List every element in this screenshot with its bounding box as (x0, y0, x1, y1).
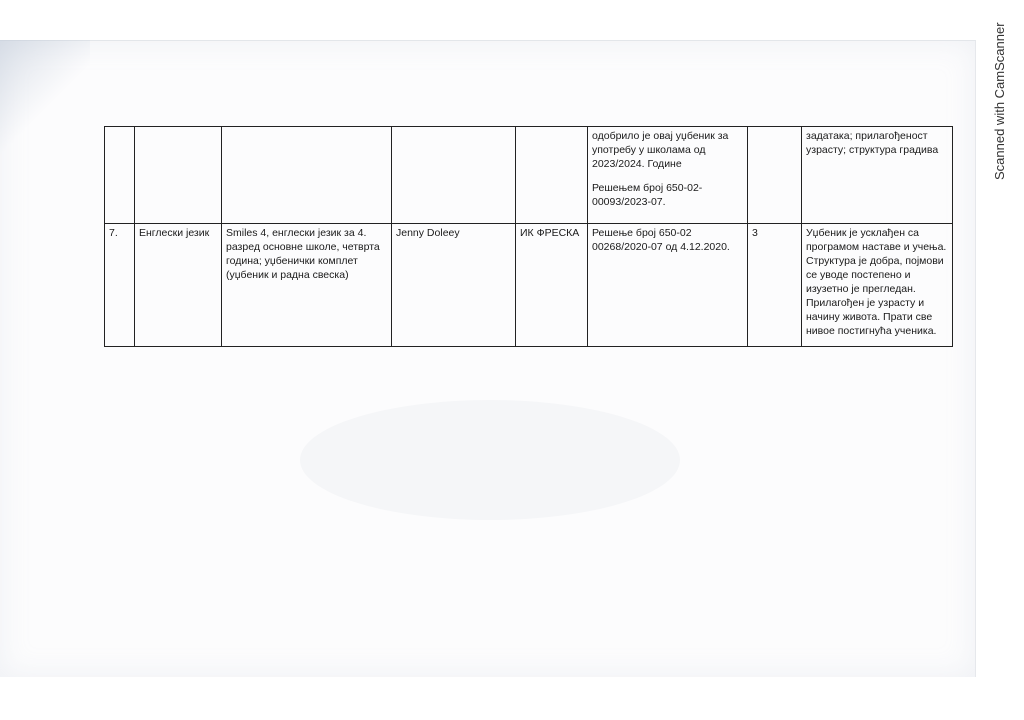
cell-approval (588, 127, 748, 224)
cell-title: Smiles 4, енглески језик за 4. разред основне школе, четврта година; уџбенички комплет (уџбеник и радна свеска) (222, 224, 392, 347)
cell-title (222, 127, 392, 224)
cell-grade: 3 (748, 224, 802, 347)
approval-text: одобрило је овај уџбеник за употребу у школама од 2023/2024. Године (592, 130, 729, 170)
cell-publisher (516, 127, 588, 224)
bleed-through-smudge (300, 400, 680, 520)
cell-subject (135, 127, 222, 224)
camscanner-watermark: Scanned with CamScanner (992, 22, 1007, 180)
cell-approval: Решење број 650-02 00268/2020-07 од 4.12.2020. (588, 224, 748, 347)
cell-remarks: задатака; прилагођеност узрасту; структура градива (802, 127, 953, 224)
cell-author (392, 127, 516, 224)
cell-subject: Енглески језик (135, 224, 222, 347)
cell-author: Jenny Doleey (392, 224, 516, 347)
page-corner-shadow (0, 40, 90, 160)
table-row (105, 224, 953, 347)
cell-number: 7. (105, 224, 135, 347)
table-row (105, 127, 953, 224)
cell-number (105, 127, 135, 224)
approval-decision: Решењем број 650-02-00093/2023-07. (592, 182, 703, 208)
cell-remarks: Уџбеник је усклађен са програмом наставе и учења. Структура је добра, појмови се уводе постепено и изузетно је прегледан. Прилагођен је узрасту и начину живота. Прати све нивое постигнућа ученика. (802, 224, 953, 347)
textbook-table (104, 126, 953, 347)
cell-publisher: ИК ФРЕСКА (516, 224, 588, 347)
cell-grade (748, 127, 802, 224)
